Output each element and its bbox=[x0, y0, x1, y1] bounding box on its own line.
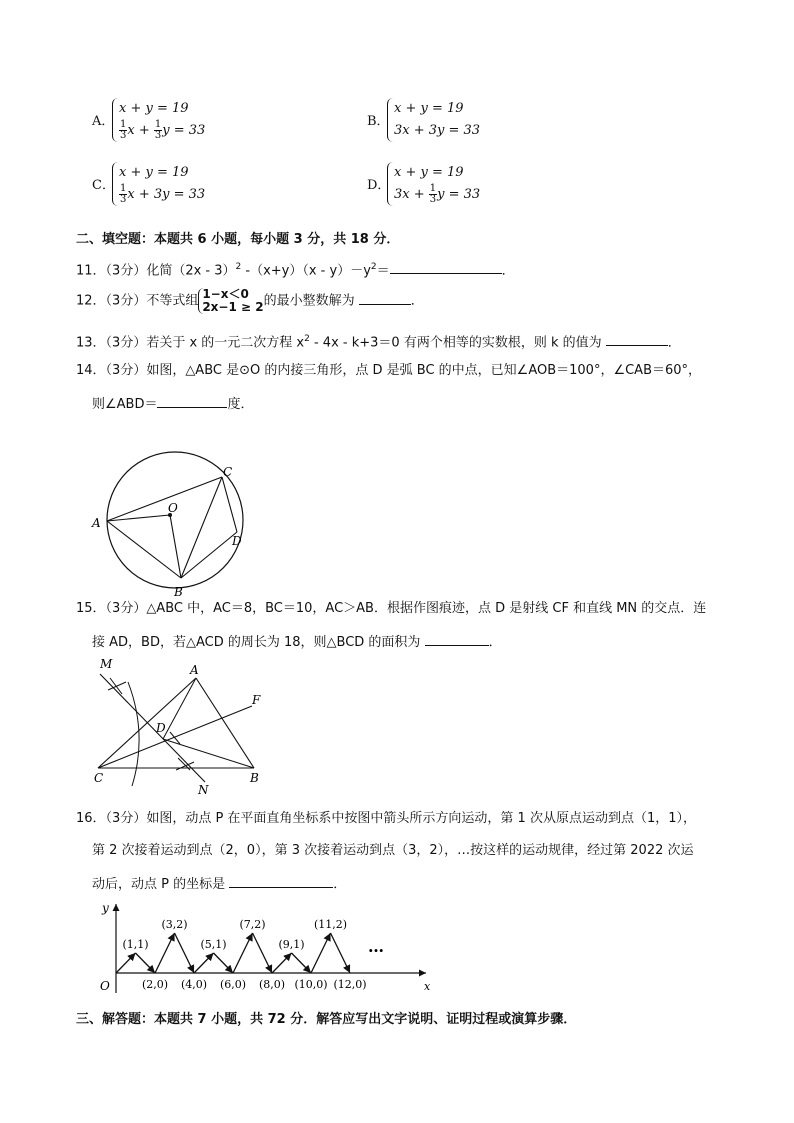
point-label: (7,2) bbox=[239, 918, 266, 931]
path-segment bbox=[311, 933, 331, 973]
option-label: A． bbox=[92, 114, 115, 129]
answer-blank[interactable] bbox=[425, 632, 489, 646]
equation-system: x + y = 19 3x + 3y = 33 bbox=[387, 98, 480, 142]
option-b[interactable] bbox=[367, 98, 567, 144]
question-16-line-3: 动后，动点 P 的坐标是 ． bbox=[92, 874, 346, 894]
point-label: (4,0) bbox=[180, 978, 208, 991]
label-f: F bbox=[252, 693, 261, 707]
point-label: (5,1) bbox=[200, 938, 227, 951]
option-label: D． bbox=[367, 178, 391, 193]
point-labels bbox=[122, 918, 366, 991]
label-c: C bbox=[223, 465, 233, 479]
point-label: (10,0) bbox=[294, 978, 328, 991]
segment-da bbox=[163, 678, 196, 739]
figure-14-circle bbox=[90, 448, 260, 598]
answer-blank[interactable] bbox=[229, 874, 333, 888]
arc-mark-2 bbox=[108, 682, 126, 690]
path-segment bbox=[116, 953, 136, 973]
path-segment bbox=[175, 933, 195, 973]
path-segment bbox=[292, 953, 312, 973]
arc-trace-1 bbox=[128, 682, 139, 786]
option-label: B． bbox=[367, 114, 390, 129]
point-label: (2,0) bbox=[141, 978, 169, 991]
segment-bc bbox=[181, 477, 222, 578]
point-label: (1,1) bbox=[122, 938, 149, 951]
question-14-line-2: 则∠ABD＝ 度． bbox=[92, 394, 254, 414]
path-segment bbox=[253, 933, 273, 973]
ray-cf bbox=[98, 706, 252, 768]
label-b: B bbox=[174, 585, 183, 598]
question-16-line-1: 16．（3分）如图，动点 P 在平面直角坐标系中按图中箭头所示方向运动，第 1 次从原点运动到点（1，1）， bbox=[76, 811, 696, 826]
label-c: C bbox=[94, 771, 104, 785]
question-11: 11．（3分）化简（2x - 3）$^2$ $-(x+y)(x - y)-y^2=$ ． bbox=[76, 262, 515, 279]
arc-mark-5 bbox=[176, 762, 194, 770]
label-d: D bbox=[232, 534, 242, 548]
path-segment bbox=[155, 933, 175, 973]
option-d[interactable] bbox=[367, 162, 567, 208]
section-heading-solution: 三、解答题：本题共 7 小题，共 72 分．解答应写出文字说明、证明过程或演算步骤． bbox=[76, 1012, 577, 1027]
point-label: (3,2) bbox=[161, 918, 188, 931]
point-label: (9,1) bbox=[278, 938, 305, 951]
option-label: C． bbox=[92, 178, 115, 193]
answer-blank[interactable] bbox=[390, 260, 502, 274]
question-13: 13．（3分）若关于 x 的一元二次方程 $x^2 - 4x - k+3=0$ 有两个相等的实数根，则 k 的值为 ． bbox=[76, 334, 681, 351]
path-segments bbox=[116, 933, 350, 973]
question-15-line-2: 接 AD，BD，若△ACD 的周长为 18，则△BCD 的面积为 ． bbox=[92, 632, 502, 652]
path-segment bbox=[233, 933, 253, 973]
path-segment bbox=[331, 933, 351, 973]
answer-blank[interactable] bbox=[157, 394, 227, 408]
path-segment bbox=[214, 953, 234, 973]
equation-system: x + y = 19 3x + $\frac{1}{3}$ y = 33 bbox=[387, 162, 480, 206]
y-axis-label: y bbox=[102, 901, 109, 915]
segment-bd bbox=[181, 532, 237, 578]
figure-16-zigzag bbox=[94, 898, 440, 998]
segment-ao bbox=[107, 515, 170, 521]
answer-blank[interactable] bbox=[359, 291, 411, 305]
path-segment bbox=[272, 953, 292, 973]
point-label: (11,2) bbox=[313, 918, 348, 931]
question-12: 12．（3分）不等式组 1−x＜0 2x−1 ≥ 2 的最小整数解为 ． bbox=[76, 287, 424, 314]
point-label: (6,0) bbox=[219, 978, 247, 991]
segment-cd bbox=[222, 477, 237, 532]
section-heading-fill-in: 二、填空题：本题共 6 小题，每小题 3 分，共 18 分． bbox=[76, 232, 400, 247]
question-14-line-1: 14．（3分）如图，△ABC 是⊙O 的内接三角形，点 D 是弧 BC 的中点，已知∠AOB＝100°，∠CAB＝60°， bbox=[76, 363, 702, 378]
segment-ab bbox=[196, 678, 254, 768]
label-d: D bbox=[156, 721, 166, 735]
inequality-system: 1−x＜0 2x−1 ≥ 2 bbox=[198, 288, 263, 314]
path-segment bbox=[194, 953, 214, 973]
label-a: A bbox=[190, 663, 199, 677]
origin-label: O bbox=[100, 979, 110, 993]
segment-ab bbox=[107, 521, 181, 578]
point-label: (12,0) bbox=[333, 978, 367, 991]
option-c[interactable] bbox=[92, 162, 292, 208]
option-a[interactable] bbox=[92, 98, 292, 144]
point-label: (8,0) bbox=[258, 978, 286, 991]
label-m: M bbox=[100, 657, 113, 671]
question-15-line-1: 15．（3分）△ABC 中，AC＝8，BC＝10，AC＞AB．根据作图痕迹，点 D 是射线 CF 和直线 MN 的交点．连 bbox=[76, 601, 707, 616]
question-16-line-2: 第 2 次接着运动到点（2，0），第 3 次接着运动到点（3，2），…按这样的运动规律，经过第 2022 次运 bbox=[92, 843, 694, 858]
equation-system: x + y = 19 $\frac{1}{3}$ x + 3y = 33 bbox=[112, 162, 205, 206]
continuation-dots: … bbox=[368, 937, 384, 956]
path-segment bbox=[136, 953, 156, 973]
label-n: N bbox=[198, 783, 209, 796]
x-axis-label: x bbox=[424, 980, 431, 993]
answer-blank[interactable] bbox=[606, 332, 668, 346]
equation-system: x + y = 19 $\frac{1}{3}$ x + $\frac{1}{3}$ y = 33 bbox=[112, 98, 205, 142]
label-b: B bbox=[250, 771, 259, 785]
label-o: O bbox=[168, 501, 178, 515]
segment-ob bbox=[170, 515, 181, 578]
label-a: A bbox=[92, 516, 101, 530]
segment-ac bbox=[107, 477, 222, 521]
figure-15-triangle bbox=[88, 654, 278, 796]
